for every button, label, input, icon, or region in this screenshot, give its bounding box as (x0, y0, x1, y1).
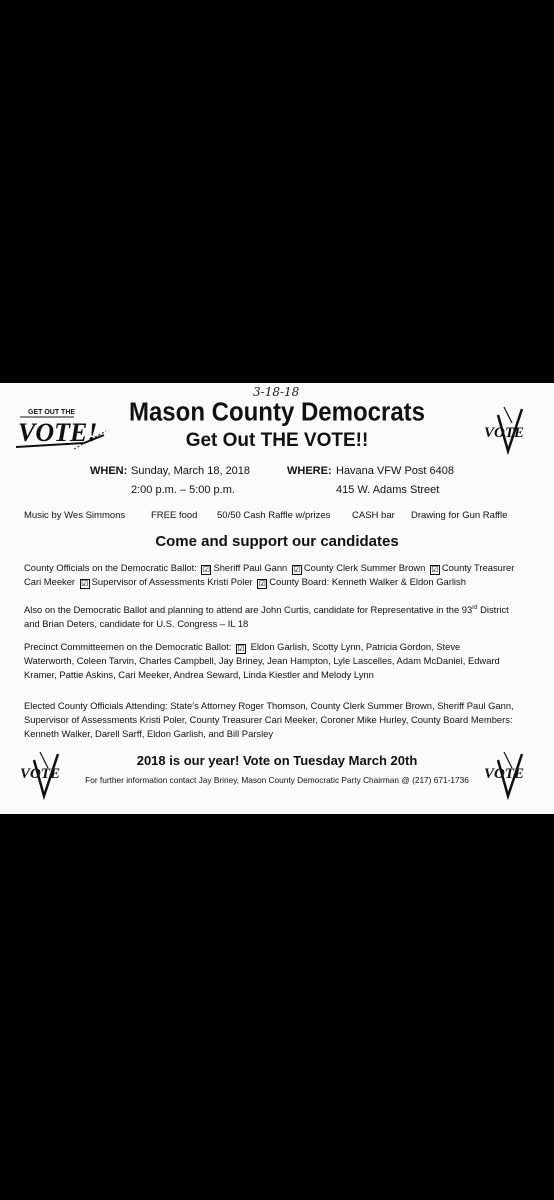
amenity-music: Music by Wes Simmons (24, 510, 126, 521)
also-on-ballot-paragraph (24, 601, 534, 631)
county-officials-paragraph (24, 561, 534, 589)
elected-officials-paragraph (24, 699, 534, 741)
checkbox-icon: ☑ (237, 644, 245, 653)
precinct-intro: Precinct Committeemen on the Democratic Ballot: (24, 641, 232, 652)
handwritten-date: 3-18-18 (253, 385, 300, 399)
amenity-gun-raffle: Drawing for Gun Raffle (411, 510, 508, 521)
also-on-ballot-line1-end: District (477, 604, 509, 616)
checkbox-icon: ☑ (202, 565, 211, 574)
vote-badge-text: VOTE (484, 425, 525, 441)
amenity-bar: CASH bar (352, 510, 395, 521)
precinct-paragraph (24, 640, 534, 682)
checkbox-icon: ☑ (258, 579, 266, 588)
also-on-ballot-line2: and Brian Deters, candidate for U.S. Congress – IL 18 (24, 618, 249, 630)
logo-text-main: VOTE! (18, 418, 98, 447)
logo-text-top: GET OUT THE (28, 409, 76, 416)
flyer-subtitle: Get Out THE VOTE!! (185, 430, 369, 451)
elected-line2: Supervisor of Assessments Kristi Poler, County Treasurer Cari Meeker, Coroner Mike Hurley, County Board Members: (24, 714, 513, 725)
official-treasurer-name: Cari Meeker (24, 576, 76, 587)
elected-line1: Elected County Officials Attending: State’s Attorney Roger Thomson, County Clerk Summer Brown, Sheriff Paul Gann, (24, 700, 514, 711)
official-assessor: Supervisor of Assessments Kristi Poler (91, 576, 253, 587)
checkbox-icon: ☑ (431, 565, 439, 574)
precinct-line1: Eldon Garlish, Scotty Lynn, Patricia Gordon, Steve (250, 641, 461, 652)
checkbox-icon: ☑ (293, 565, 301, 574)
when-time: 2:00 p.m. – 5:00 p.m. (131, 484, 235, 496)
when-date: Sunday, March 18, 2018 (131, 465, 251, 477)
official-clerk: County Clerk Summer Brown (303, 562, 426, 573)
flyer-title: Mason County Democrats (128, 397, 426, 428)
amenity-food: FREE food (151, 510, 198, 521)
slogan: 2018 is our year! Vote on Tuesday March 20th (136, 753, 418, 768)
precinct-line3: Kramer, Pattie Askins, Cari Meeker, Andrea Seward, Linda Kiestler and Melody Lynn (24, 669, 374, 680)
contact-info: For further information contact Jay Briney, Mason County Democratic Party Chairman @ (217) 671-1736 (85, 775, 469, 785)
where-street: 415 W. Adams Street (336, 484, 440, 496)
also-on-ballot-line1: Also on the Democratic Ballot and planning to attend are John Curtis, candidate for Representative in the 93 (24, 604, 473, 616)
when-label: WHEN: (90, 465, 128, 477)
county-officials-intro: County Officials on the Democratic Ballot: (24, 562, 197, 573)
vote-badge-text: VOTE (484, 766, 525, 782)
official-treasurer-label: County Treasurer (441, 562, 515, 573)
also-on-ballot-sup: rd (472, 605, 478, 611)
where-label: WHERE: (287, 465, 332, 477)
support-heading: Come and support our candidates (155, 533, 399, 550)
elected-line3: Kenneth Walker, Darell Sarff, Eldon Garlish, and Bill Parsley (24, 728, 274, 739)
precinct-line2: Waterworth, Coleen Tarvin, Charles Campbell, Jay Briney, Jean Hampton, Lyle Lascelles, Adam McDaniel, Edward (24, 655, 500, 666)
amenity-raffle: 50/50 Cash Raffle w/prizes (217, 510, 331, 521)
official-county-board: County Board: Kenneth Walker & Eldon Garlish (269, 576, 466, 587)
checkbox-icon: ☑ (81, 579, 89, 588)
where-place: Havana VFW Post 6408 (336, 465, 455, 477)
vote-badge-text: VOTE (20, 766, 61, 782)
official-sheriff: Sheriff Paul Gann (213, 562, 288, 573)
flyer-document (0, 383, 554, 814)
